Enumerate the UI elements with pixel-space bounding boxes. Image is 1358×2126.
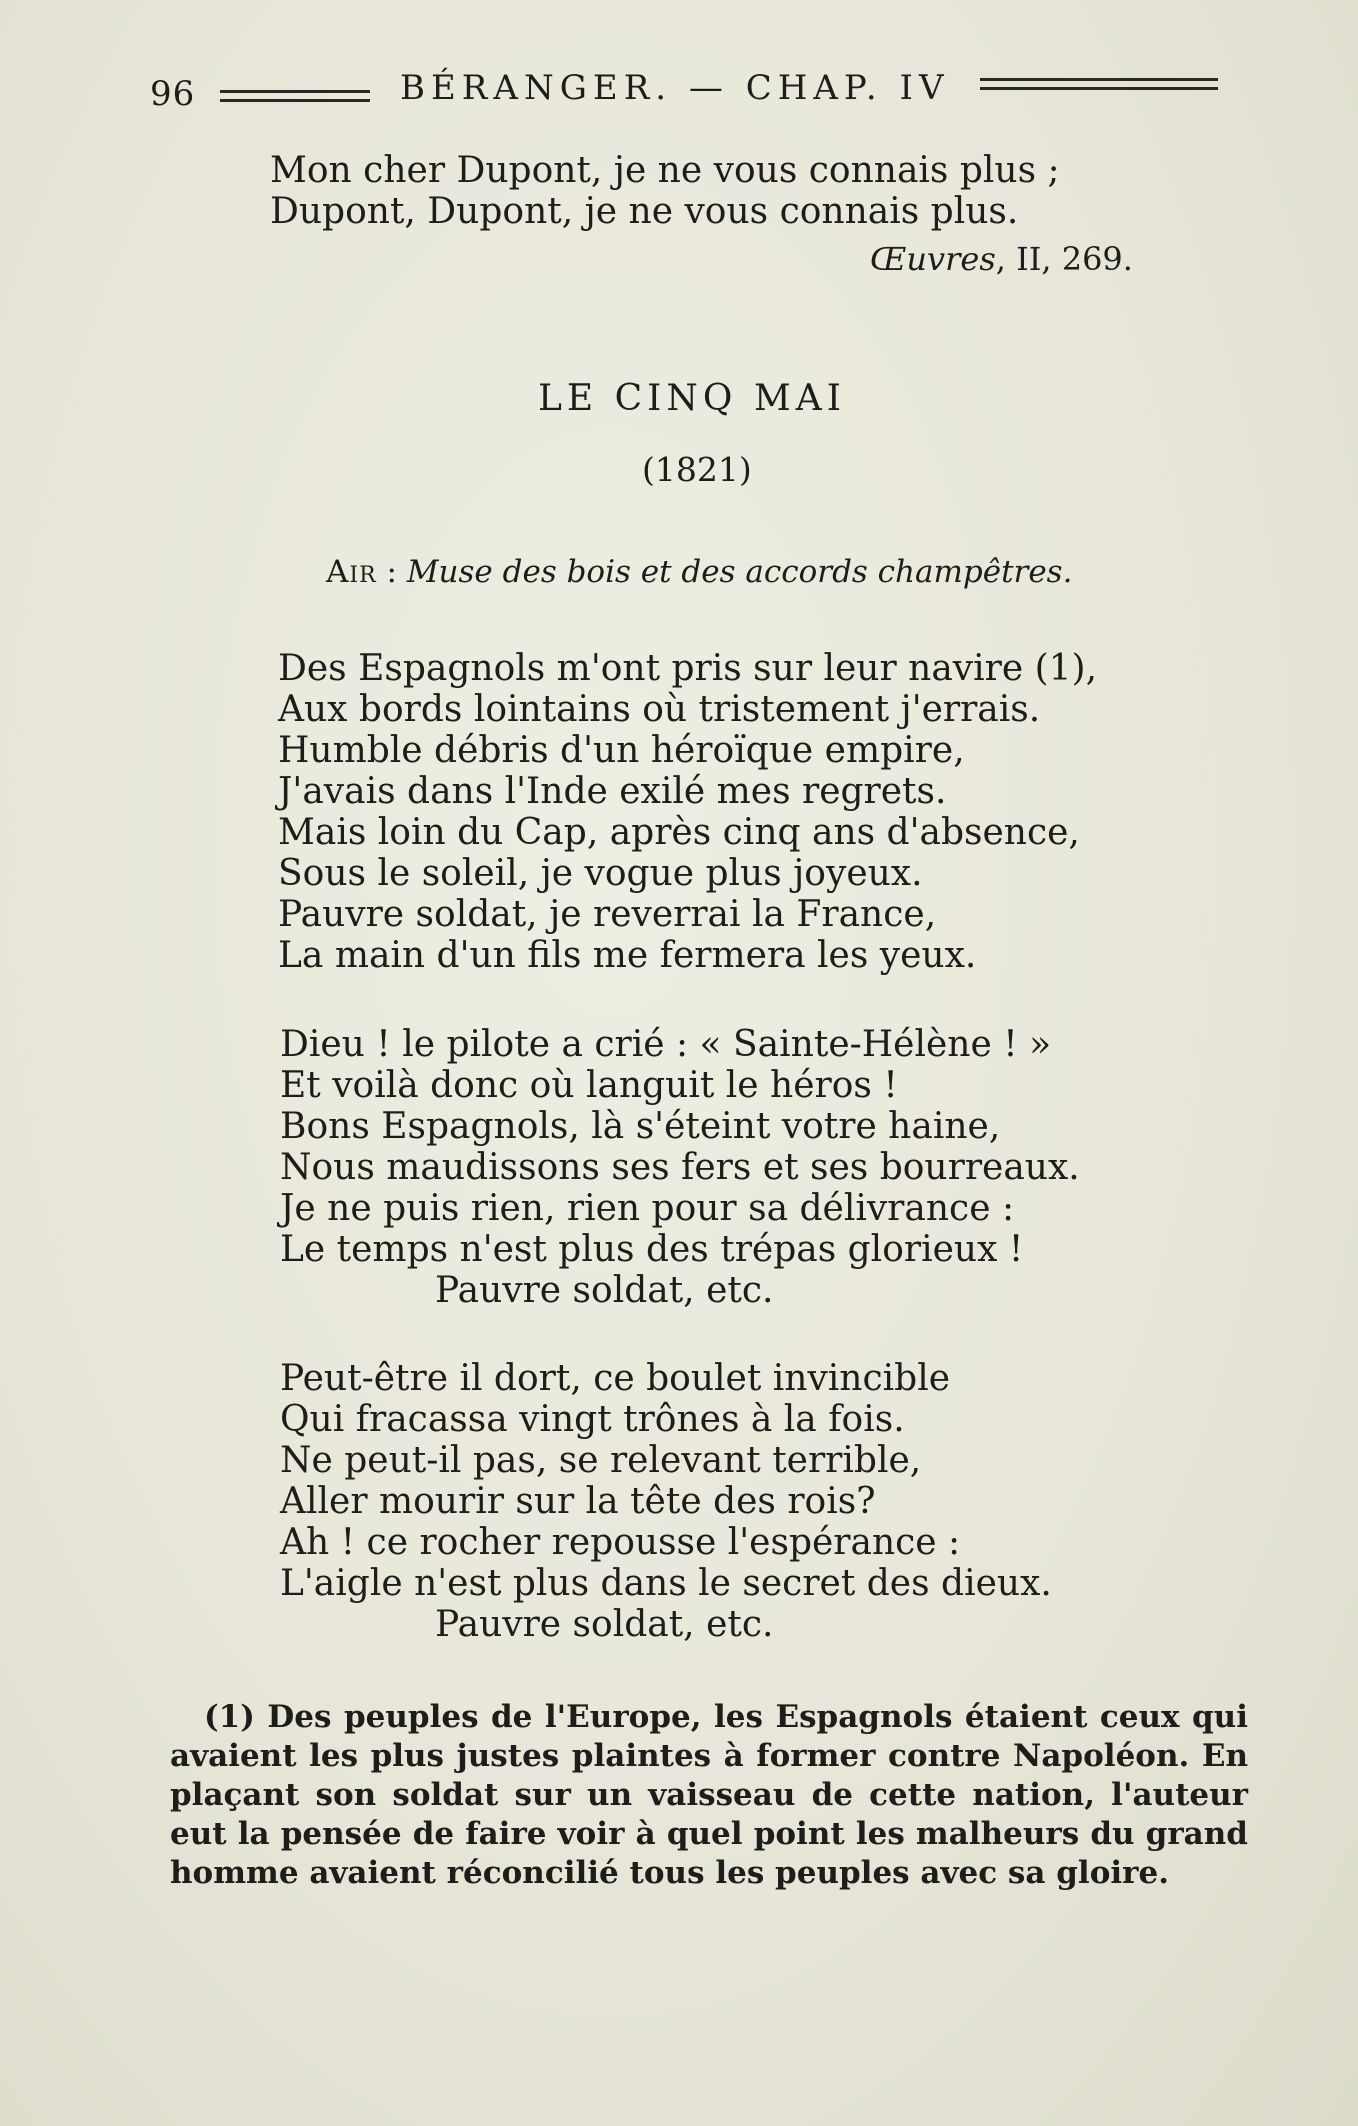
air-separator: : <box>376 554 407 590</box>
verse-line: Dupont, Dupont, je ne vous connais plus. <box>270 191 1019 232</box>
footnote <box>170 1698 1248 1893</box>
verse-line: Et voilà donc où languit le héros ! <box>280 1065 898 1106</box>
source-reference: , II, 269. <box>995 240 1133 278</box>
verse-line: L'aigle n'est plus dans le secret des dieux. <box>280 1563 1052 1604</box>
air-tune: Muse des bois et des accords champêtres. <box>406 554 1073 590</box>
running-head <box>150 66 1220 126</box>
footnote-body <box>170 1698 1248 1893</box>
stanza-3 <box>280 1358 1052 1645</box>
verse-line: Aller mourir sur la tête des rois? <box>280 1481 876 1522</box>
verse-line: J'avais dans l'Inde exilé mes regrets. <box>278 771 947 812</box>
verse-line: Qui fracassa vingt trônes à la fois. <box>280 1399 905 1440</box>
source-citation <box>870 240 1133 278</box>
air-indication <box>326 554 1072 590</box>
previous-poem-ending <box>270 150 1060 232</box>
refrain-line: Pauvre soldat, etc. <box>435 1604 774 1645</box>
source-work: Œuvres <box>870 240 996 278</box>
verse-line: Peut-être il dort, ce boulet invincible <box>280 1358 951 1399</box>
air-label: Air <box>326 554 377 590</box>
verse-line: Sous le soleil, je vogue plus joyeux. <box>278 853 923 894</box>
verse-line: Ne peut-il pas, se relevant terrible, <box>280 1440 922 1481</box>
verse-line: Humble débris d'un héroïque empire, <box>278 730 965 771</box>
stanza-2 <box>280 1024 1080 1311</box>
refrain-line: Pauvre soldat, etc. <box>435 1270 774 1311</box>
verse-line: Pauvre soldat, je reverrai la France, <box>278 894 937 935</box>
running-title: BÉRANGER. — CHAP. IV <box>400 68 950 108</box>
decorative-rule-right <box>980 78 1218 90</box>
decorative-rule-left <box>220 90 370 102</box>
verse-line: Bons Espagnols, là s'éteint votre haine, <box>280 1106 1001 1147</box>
stanza-1 <box>278 648 1097 976</box>
verse-line: Mais loin du Cap, après cinq ans d'absence, <box>278 812 1080 853</box>
verse-line: Nous maudissons ses fers et ses bourreaux. <box>280 1147 1080 1188</box>
verse-line: Dieu ! le pilote a crié : « Sainte-Hélène ! » <box>280 1024 1052 1065</box>
verse-line: Ah ! ce rocher repousse l'espérance : <box>280 1522 961 1563</box>
verse-line: Je ne puis rien, rien pour sa délivrance : <box>280 1188 1015 1229</box>
verse-line: Aux bords lointains où tristement j'errais. <box>278 689 1041 730</box>
footnote-text: Des peuples de l'Europe, les Espagnols étaient ceux qui avaient les plus justes plaintes à former contre Napoléon. En plaçant son soldat sur un vaisseau de cette nation, l'auteur eut la pensée de faire voir à quel point les malheurs du grand homme avaient réconcilié tous les peuples avec sa gloire. <box>170 1699 1248 1891</box>
poem-year: (1821) <box>642 450 752 489</box>
verse-line: La main d'un fils me fermera les yeux. <box>278 935 977 976</box>
page-number: 96 <box>150 74 196 114</box>
verse-line: Mon cher Dupont, je ne vous connais plus ; <box>270 150 1060 191</box>
poem-title: LE CINQ MAI <box>538 378 846 419</box>
verse-line: Des Espagnols m'ont pris sur leur navire (1), <box>278 648 1098 689</box>
footnote-marker: (1) <box>204 1699 255 1735</box>
verse-line: Le temps n'est plus des trépas glorieux ! <box>280 1229 1024 1270</box>
